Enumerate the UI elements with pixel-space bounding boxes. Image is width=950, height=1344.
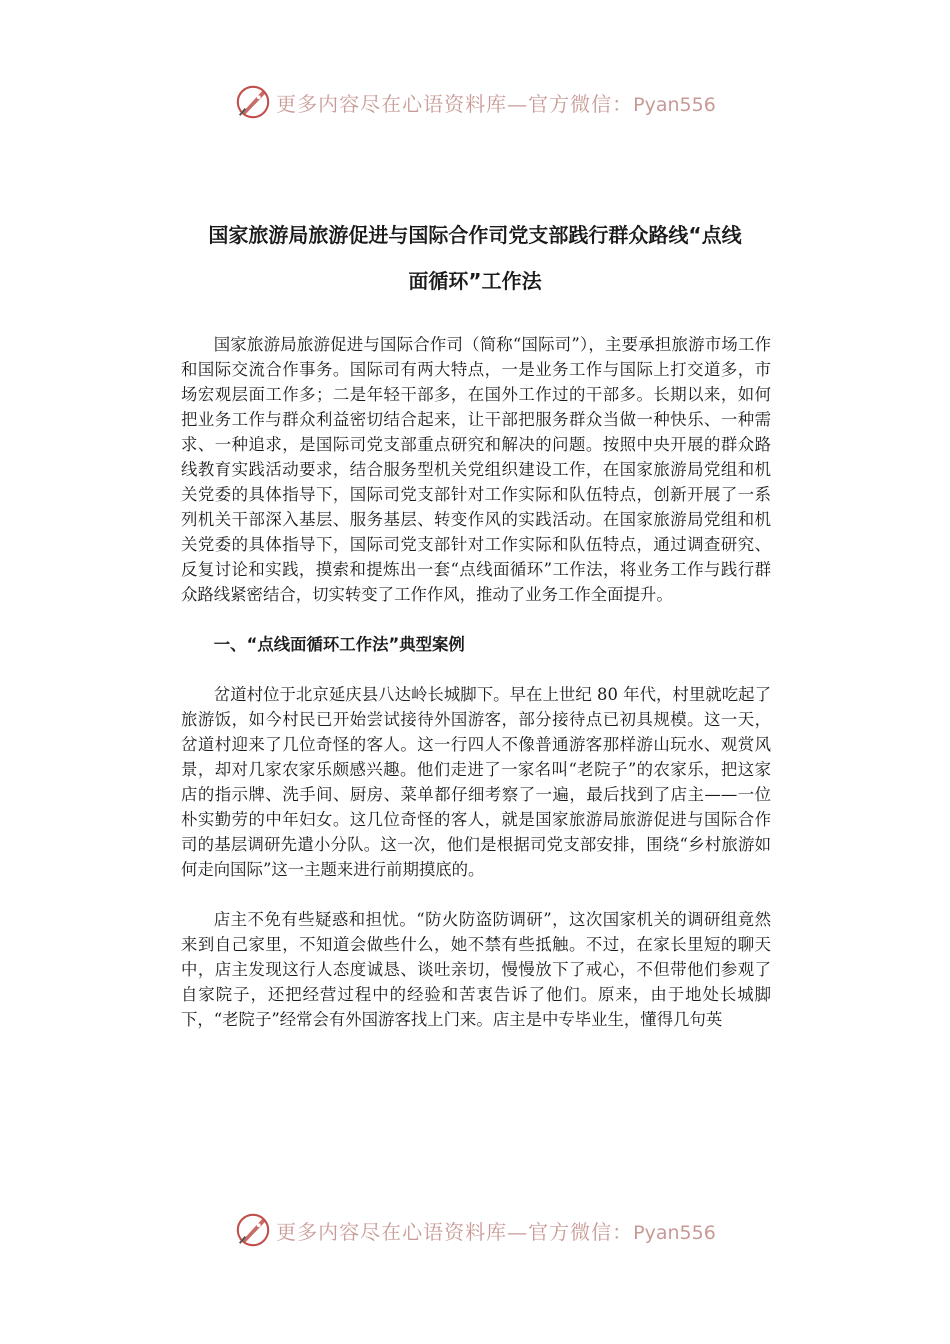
quill-logo-icon	[234, 83, 272, 121]
paragraph-intro: 国家旅游局旅游促进与国际合作司（简称“国际司”），主要承担旅游市场工作和国际交流合作事务。国际司有两大特点，一是业务工作与国际上打交道多，市场宏观层面工作多；二是年轻干部多，在国外工作过的干部多。长期以来，如何把业务工作与群众利益密切结合起来，让干部把服务群众当做一种快乐、一种需求、一种追求，是国际司党支部重点研究和解决的问题。按照中央开展的群众路线教育实践活动要求，结合服务型机关党组织建设工作，在国家旅游局党组和机关党委的具体指导下，国际司党支部针对工作实际和队伍特点，创新开展了一系列机关干部深入基层、服务基层、转变作风的实践活动。在国家旅游局党组和机关党委的具体指导下，国际司党支部针对工作实际和队伍特点，通过调查研究、反复讨论和实践，摸索和提炼出一套“点线面循环”工作法，将业务工作与践行群众路线紧密结合，切实转变了工作作风，推动了业务工作全面提升。	[181, 335, 771, 604]
title-line-2: 面循环”工作法	[408, 269, 542, 293]
watermark-text: 更多内容尽在心语资料库—官方微信：Pyan556	[276, 91, 716, 116]
paragraph-case-1: 岔道村位于北京延庆县八达岭长城脚下。早在上世纪 80 年代，村里就吃起了旅游饭，如今村民已开始尝试接待外国游客，部分接待点已初具规模。这一天，岔道村迎来了几位奇怪的客人。这一行四人不像普通游客那样游山玩水、观赏风景，却对几家农家乐颇感兴趣。他们走进了一家名叫“老院子”的农家乐，把这家店的指示牌、洗手间、厨房、菜单都仔细考察了一遍，最后找到了店主——一位朴实勤劳的中年妇女。这几位奇怪的客人，就是国家旅游局旅游促进与国际合作司的基层调研先遣小分队。这一次，他们是根据司党支部安排，围绕“乡村旅游如何走向国际”这一主题来进行前期摸底的。	[181, 685, 771, 879]
title-line-1: 国家旅游局旅游促进与国际合作司党支部践行群众路线“点线	[208, 223, 742, 247]
watermark-banner-top	[0, 82, 950, 122]
document-title	[150, 212, 800, 304]
section-heading-1: 一、“点线面循环工作法”典型案例	[213, 635, 465, 654]
watermark-banner-bottom	[0, 1210, 950, 1250]
paragraph-case-2: 店主不免有些疑惑和担忧。“防火防盗防调研”，这次国家机关的调研组竟然来到自己家里，不知道会做些什么，她不禁有些抵触。不过，在家长里短的聊天中，店主发现这行人态度诚恳、谈吐亲切，慢慢放下了戒心，不但带他们参观了自家院子，还把经营过程中的经验和苦衷告诉了他们。原来，由于地处长城脚下，“老院子”经常会有外国游客找上门来。店主是中专毕业生，懂得几句英	[181, 910, 771, 1029]
watermark-text: 更多内容尽在心语资料库—官方微信：Pyan556	[276, 1219, 716, 1244]
quill-logo-icon	[234, 1211, 272, 1249]
document-body	[181, 332, 771, 1032]
